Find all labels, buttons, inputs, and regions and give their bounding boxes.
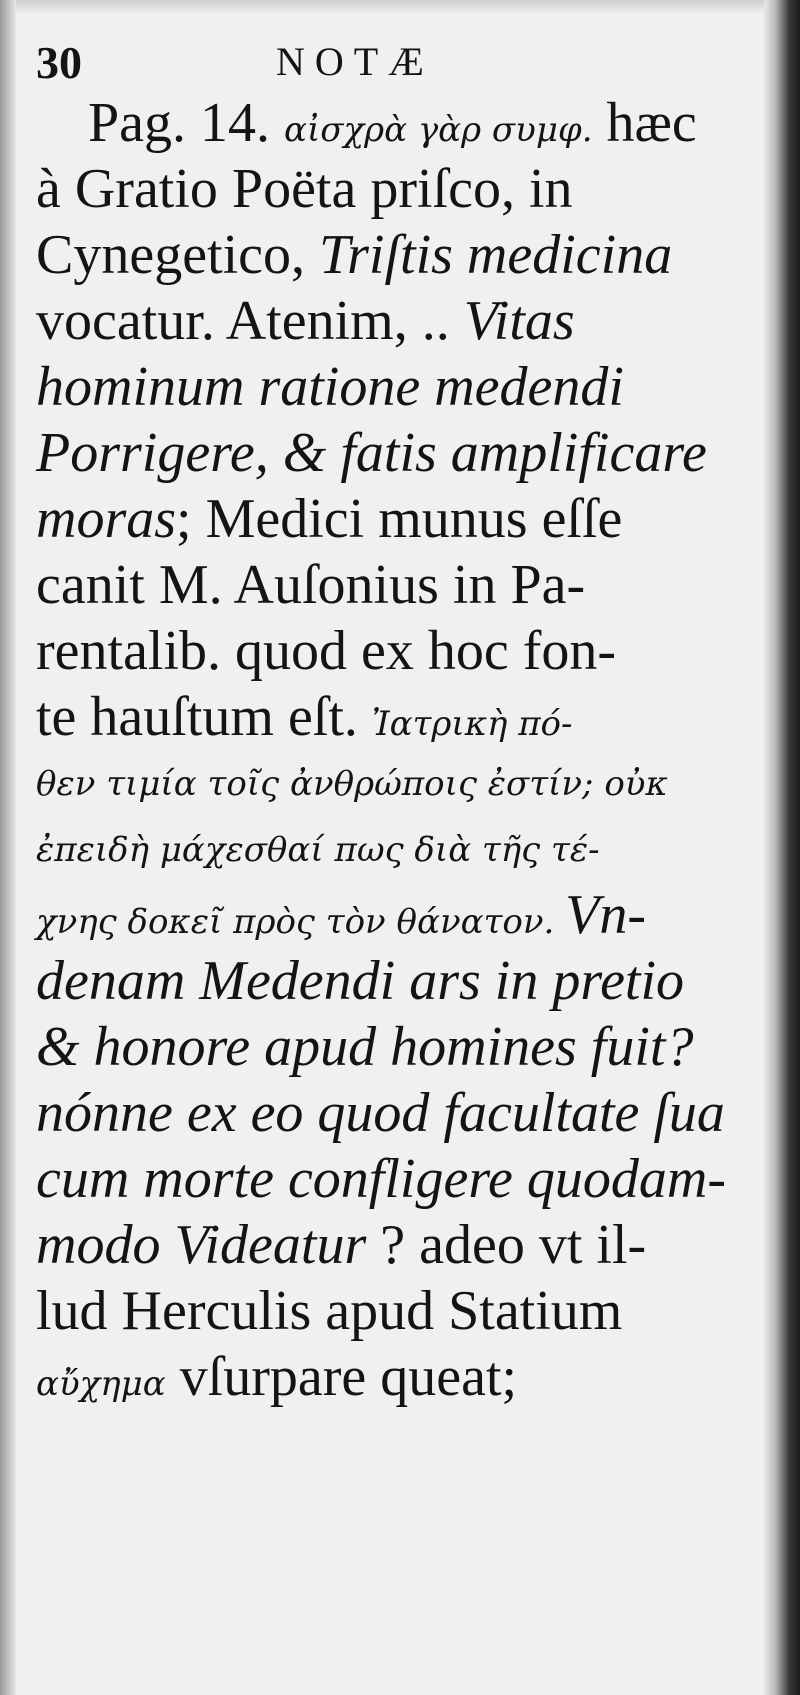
text-line [36, 156, 736, 222]
text-segment-greek: αἰσχρὰ γὰρ συμφ. [284, 110, 593, 150]
running-head: NOTÆ [276, 39, 434, 84]
text-segment-italic: modo Videatur [36, 1214, 367, 1276]
text-segment-greek: ἐπειδὴ μάχεσθαί πως διὰ τῆς τέ- [36, 830, 600, 870]
text-line [36, 354, 736, 420]
text-segment-italic: & honore apud homines fuit? [36, 1016, 694, 1078]
page-left-margin-shadow [0, 0, 16, 1695]
text-line [36, 1080, 736, 1146]
text-line [36, 420, 736, 486]
text-segment-roman: ; Medici munus eſſe [176, 488, 623, 550]
text-line [36, 552, 736, 618]
text-segment-roman: lud Herculis apud Statium [36, 1280, 623, 1342]
text-segment-italic: denam Medendi ars in pretio [36, 950, 685, 1012]
text-line [36, 1212, 736, 1278]
text-segment-roman: Pag. 14. [88, 92, 284, 154]
text-segment-greek: χνης δοκεῖ πρὸς τὸν θάνατον. [36, 902, 566, 942]
text-line [36, 486, 736, 552]
text-segment-italic: hominum ratione medendi [36, 356, 624, 418]
text-line [36, 750, 736, 816]
text-line [36, 1278, 736, 1344]
text-segment-roman: rentalib. quod ex hoc fon- [36, 620, 617, 682]
text-line [88, 90, 736, 156]
text-line [36, 1014, 736, 1080]
text-line [36, 948, 736, 1014]
text-segment-italic: Triſtis medicina [319, 224, 673, 286]
text-segment-roman: vſurpare queat; [165, 1346, 518, 1408]
text-line [36, 882, 736, 948]
text-segment-roman: te hauſtum eſt. [36, 686, 372, 748]
text-segment-italic: moras [36, 488, 177, 550]
text-line [36, 222, 736, 288]
text-line [36, 1344, 736, 1410]
text-segment-roman: vocatur. Atenim, .. [36, 290, 464, 352]
text-line [36, 288, 736, 354]
text-segment-roman: Cynegetico, [36, 224, 320, 286]
text-line [36, 816, 736, 882]
text-line [36, 618, 736, 684]
text-segment-italic: Vitas [463, 290, 575, 352]
body-text [36, 90, 736, 1410]
text-line [36, 1146, 736, 1212]
page-number: 30 [36, 37, 82, 88]
text-segment-greek: αὔχημα [36, 1364, 166, 1404]
text-segment-italic: cum morte confligere quodam- [36, 1148, 726, 1210]
text-line [36, 684, 736, 750]
text-segment-greek: θεν τιμία τοῖς ἀνθρώποις ἐστίν; οὐκ [36, 764, 668, 804]
text-segment-roman: canit M. Auſonius in Pa- [36, 554, 586, 616]
text-segment-roman: hæc [592, 92, 697, 154]
text-segment-roman: à Gratio Poëta priſco, in [36, 158, 573, 220]
text-segment-italic: Vn- [565, 884, 647, 946]
text-segment-italic: Porrigere, & fatis amplificare [36, 422, 707, 484]
text-segment-greek: Ἰατρικὴ πό- [371, 704, 573, 744]
text-segment-italic: nónne ex eo quod facultate ſua [36, 1082, 725, 1144]
text-segment-roman: ? adeo vt il- [366, 1214, 647, 1276]
page-header [36, 30, 736, 90]
page-text-block [36, 30, 736, 1410]
page-top-shadow [0, 0, 800, 14]
page-binding-edge [764, 0, 800, 1695]
